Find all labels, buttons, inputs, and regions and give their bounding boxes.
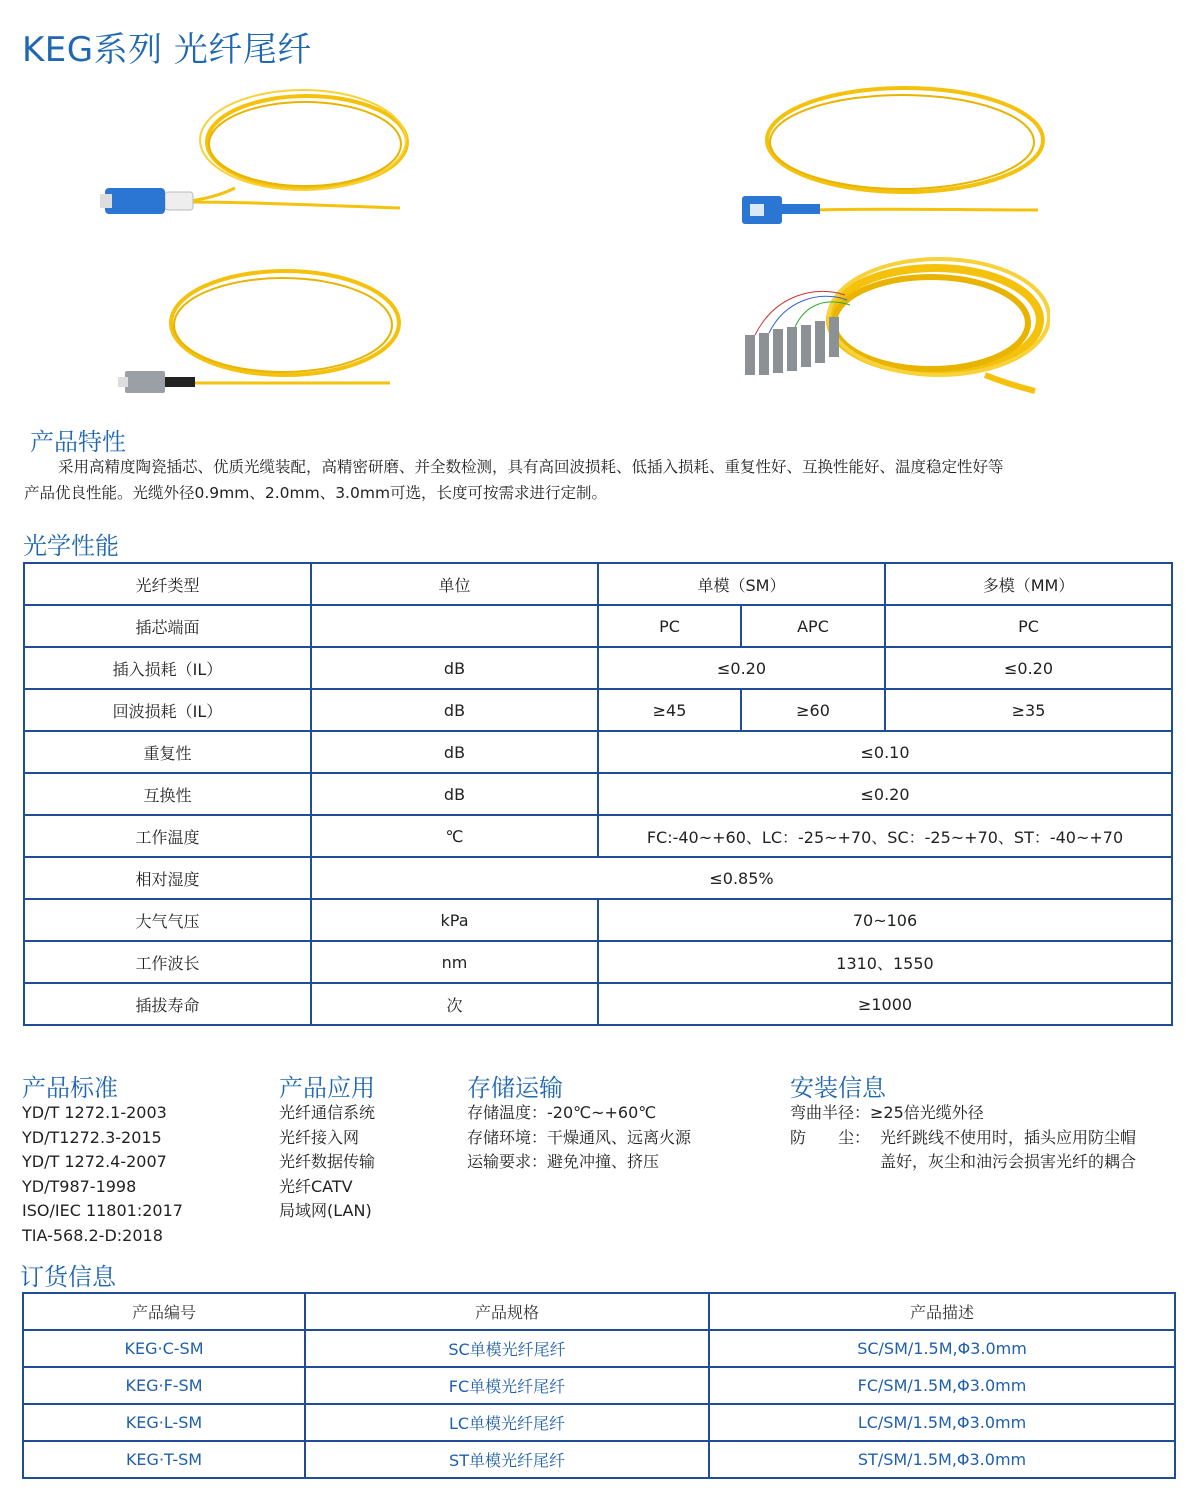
- table-cell: ≤0.10: [598, 731, 1172, 773]
- bend-radius-label: 弯曲半径：: [790, 1103, 871, 1122]
- bend-radius-value: ≥25倍光缆外径: [870, 1103, 984, 1122]
- table-row: [23, 1330, 1175, 1367]
- optical-heading: 光学性能: [23, 532, 119, 560]
- table-cell: 单位: [311, 563, 598, 605]
- list-item: TIA-568.2-D:2018: [22, 1225, 163, 1245]
- table-header-cell: 产品编号: [23, 1293, 305, 1330]
- page-title: KEG系列 光纤尾纤: [22, 30, 312, 70]
- table-cell: 插入损耗（IL）: [24, 647, 311, 689]
- list-item: 光纤通信系统: [279, 1103, 376, 1122]
- fanout-pigtail-image: [735, 255, 1050, 405]
- table-cell: 单模（SM）: [598, 563, 885, 605]
- table-cell: dB: [311, 773, 598, 815]
- list-item: YD/T1272.3-2015: [22, 1127, 162, 1147]
- table-row: [24, 647, 1172, 689]
- table-row: [24, 731, 1172, 773]
- standards-list: [22, 1101, 183, 1248]
- table-cell: 互换性: [24, 773, 311, 815]
- table-cell: APC: [741, 605, 885, 647]
- table-cell: 光纤类型: [24, 563, 311, 605]
- table-cell: ≤0.85%: [311, 857, 1172, 899]
- table-cell: LC单模光纤尾纤: [305, 1404, 709, 1441]
- table-cell: KEG·T-SM: [23, 1441, 305, 1478]
- table-cell: FC单模光纤尾纤: [305, 1367, 709, 1404]
- table-cell: ≥35: [885, 689, 1172, 731]
- list-item: 存储温度：-20℃~+60℃: [467, 1103, 657, 1122]
- table-cell: SC单模光纤尾纤: [305, 1330, 709, 1367]
- table-cell: 大气气压: [24, 899, 311, 941]
- list-item: ISO/IEC 11801:2017: [22, 1201, 183, 1220]
- list-item: YD/T 1272.1-2003: [22, 1103, 167, 1122]
- table-cell: 插拔寿命: [24, 983, 311, 1025]
- table-cell: dB: [311, 689, 598, 731]
- dust-row: [790, 1126, 1180, 1151]
- table-cell: 相对湿度: [24, 857, 311, 899]
- bend-radius-row: [790, 1101, 1180, 1126]
- table-row: [24, 815, 1172, 857]
- list-item: YD/T987-1998: [22, 1176, 137, 1196]
- table-cell: ≥45: [598, 689, 741, 731]
- table-row: [24, 563, 1172, 605]
- table-cell: 工作波长: [24, 941, 311, 983]
- table-cell: ≥60: [741, 689, 885, 731]
- list-item: 存储环境：干燥通风、远离火源: [467, 1127, 692, 1147]
- install-heading: 安装信息: [790, 1074, 886, 1102]
- table-cell: PC: [885, 605, 1172, 647]
- table-row: [23, 1367, 1175, 1404]
- table-cell: [311, 605, 598, 647]
- dust-text-line1: 光纤跳线不使用时，插头应用防尘帽: [880, 1127, 1137, 1147]
- table-row: [24, 899, 1172, 941]
- table-cell: ST单模光纤尾纤: [305, 1441, 709, 1478]
- features-text-line1: 采用高精度陶瓷插芯、优质光缆装配，高精密研磨、并全数检测，具有高回波损耗、低插入损耗、重复性好、互换性能好、温度稳定性好等: [58, 458, 1004, 476]
- st-pigtail-image: [110, 265, 410, 400]
- table-cell: 插芯端面: [24, 605, 311, 647]
- table-cell: ST/SM/1.5M,Φ3.0mm: [709, 1441, 1175, 1478]
- applications-heading: 产品应用: [279, 1074, 375, 1102]
- install-info: [790, 1101, 1180, 1175]
- table-row: [24, 983, 1172, 1025]
- table-row: [23, 1441, 1175, 1478]
- order-heading: 订货信息: [20, 1263, 116, 1291]
- table-cell: dB: [311, 731, 598, 773]
- table-cell: ≤0.20: [598, 647, 885, 689]
- table-cell: 回波损耗（IL）: [24, 689, 311, 731]
- table-cell: ≤0.20: [885, 647, 1172, 689]
- table-cell: 工作温度: [24, 815, 311, 857]
- table-row: [24, 605, 1172, 647]
- list-item: YD/T 1272.4-2007: [22, 1152, 167, 1171]
- list-item: 光纤CATV: [279, 1176, 353, 1196]
- optical-performance-table: [23, 562, 1173, 1026]
- list-item: 光纤数据传输: [279, 1152, 376, 1171]
- table-cell: dB: [311, 647, 598, 689]
- table-cell: LC/SM/1.5M,Φ3.0mm: [709, 1404, 1175, 1441]
- table-row: [24, 689, 1172, 731]
- dust-text-line2: 盖好，灰尘和油污会损害光纤的耦合: [880, 1152, 1137, 1171]
- dust-label: 防 尘：: [790, 1127, 871, 1147]
- table-header-cell: 产品描述: [709, 1293, 1175, 1330]
- table-cell: 重复性: [24, 731, 311, 773]
- table-cell: kPa: [311, 899, 598, 941]
- table-cell: PC: [598, 605, 741, 647]
- storage-list: [467, 1101, 691, 1175]
- table-cell: 次: [311, 983, 598, 1025]
- storage-heading: 存储运输: [467, 1074, 563, 1102]
- table-cell: KEG·L-SM: [23, 1404, 305, 1441]
- applications-list: [279, 1101, 375, 1224]
- table-cell: SC/SM/1.5M,Φ3.0mm: [709, 1330, 1175, 1367]
- list-item: 局域网(LAN): [279, 1201, 372, 1220]
- table-cell: KEG·F-SM: [23, 1367, 305, 1404]
- table-cell: FC/SM/1.5M,Φ3.0mm: [709, 1367, 1175, 1404]
- table-row: [24, 773, 1172, 815]
- standards-heading: 产品标准: [22, 1074, 118, 1102]
- table-header-row: [23, 1293, 1175, 1330]
- table-cell: ℃: [311, 815, 598, 857]
- table-row: [24, 857, 1172, 899]
- list-item: 运输要求：避免冲撞、挤压: [467, 1152, 660, 1171]
- table-row: [24, 941, 1172, 983]
- list-item: 光纤接入网: [279, 1127, 360, 1147]
- table-row: [23, 1404, 1175, 1441]
- table-header-cell: 产品规格: [305, 1293, 709, 1330]
- table-cell: nm: [311, 941, 598, 983]
- lc-pigtail-image: [95, 80, 415, 225]
- table-cell: 多模（MM）: [885, 563, 1172, 605]
- features-text-line2: 产品优良性能。光缆外径0.9mm、2.0mm、3.0mm可选，长度可按需求进行定制。: [24, 484, 608, 502]
- order-table: [22, 1292, 1176, 1479]
- table-cell: 1310、1550: [598, 941, 1172, 983]
- table-cell: FC:-40~+60、LC：-25~+70、SC：-25~+70、ST：-40~+70: [598, 815, 1172, 857]
- table-cell: ≥1000: [598, 983, 1172, 1025]
- features-heading: 产品特性: [30, 428, 126, 456]
- table-cell: KEG·C-SM: [23, 1330, 305, 1367]
- table-cell: ≤0.20: [598, 773, 1172, 815]
- sc-pigtail-image: [730, 80, 1050, 225]
- table-cell: 70~106: [598, 899, 1172, 941]
